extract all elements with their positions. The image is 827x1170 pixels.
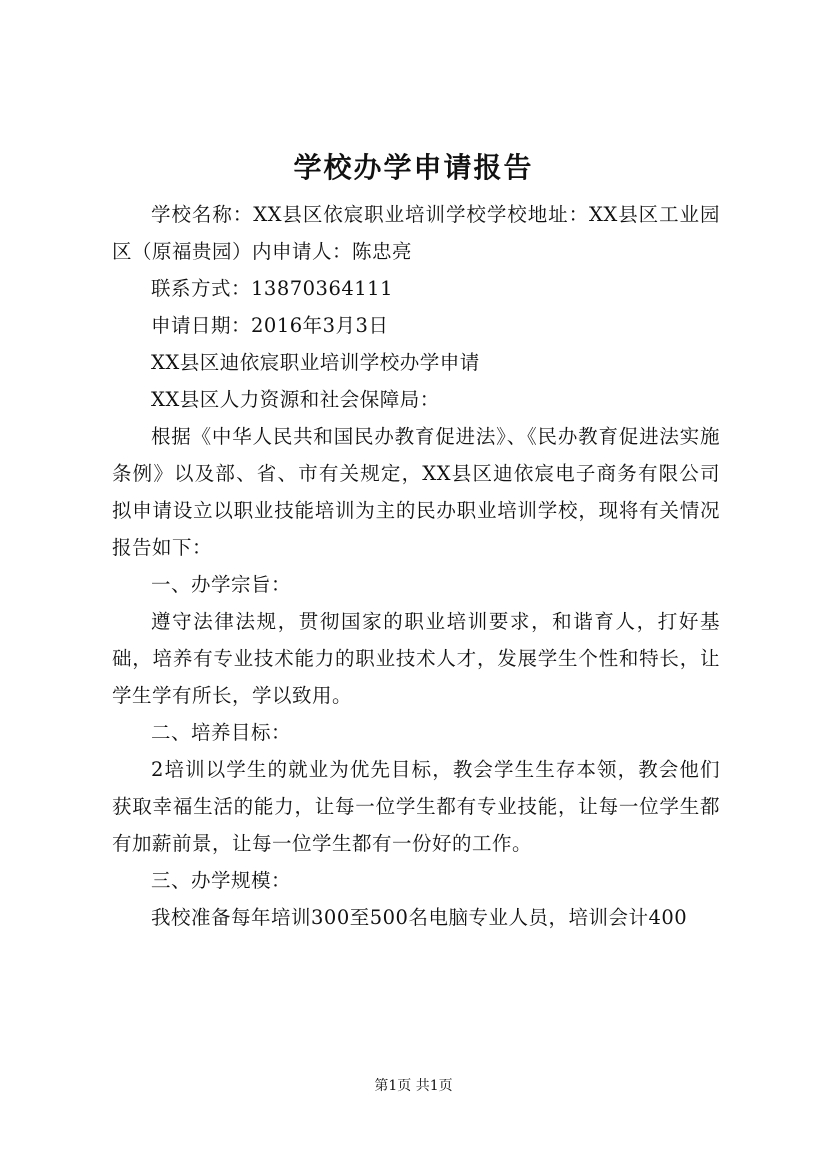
paragraph-intro: 根据《中华人民共和国民办教育促进法》、《民办教育促进法实施条例》以及部、省、市有关规定，XX县区迪依宸电子商务有限公司拟申请设立以职业技能培训为主的民办职业培训学校，现将有关情况报告如下：: [112, 425, 720, 559]
paragraph-addressee: XX县区人力资源和社会保障局：: [151, 388, 440, 411]
section-heading-goals: 二、培养目标：: [151, 721, 292, 744]
paragraph-contact: 联系方式：13870364111: [151, 277, 393, 300]
paragraph-date: 申请日期：2016年3月3日: [151, 314, 389, 337]
paragraph-goals: 2培训以学生的就业为优先目标，教会学生生存本领，教会他们获取幸福生活的能力，让每一位学生都有专业技能，让每一位学生都有加薪前景，让每一位学生都有一份好的工作。: [112, 758, 720, 855]
section-heading-scale: 三、办学规模：: [151, 869, 292, 892]
document-body: [112, 196, 720, 936]
paragraph-purpose: 遵守法律法规，贯彻国家的职业培训要求，和谐育人，打好基础，培养有专业技术能力的职业技术人才，发展学生个性和特长，让学生学有所长，学以致用。: [112, 610, 720, 707]
paragraph-school-info: 学校名称：XX县区依宸职业培训学校学校地址：XX县区工业园区（原福贵园）内申请人：陈忠亮: [112, 203, 720, 263]
paragraph-scale: 我校准备每年培训300至500名电脑专业人员，培训会计400: [151, 906, 688, 929]
document-title: 学校办学申请报告: [293, 151, 534, 184]
paragraph-subject: XX县区迪依宸职业培训学校办学申请: [151, 351, 480, 374]
section-heading-purpose: 一、办学宗旨：: [151, 573, 292, 596]
page-footer: 第1页 共1页: [374, 1078, 453, 1094]
